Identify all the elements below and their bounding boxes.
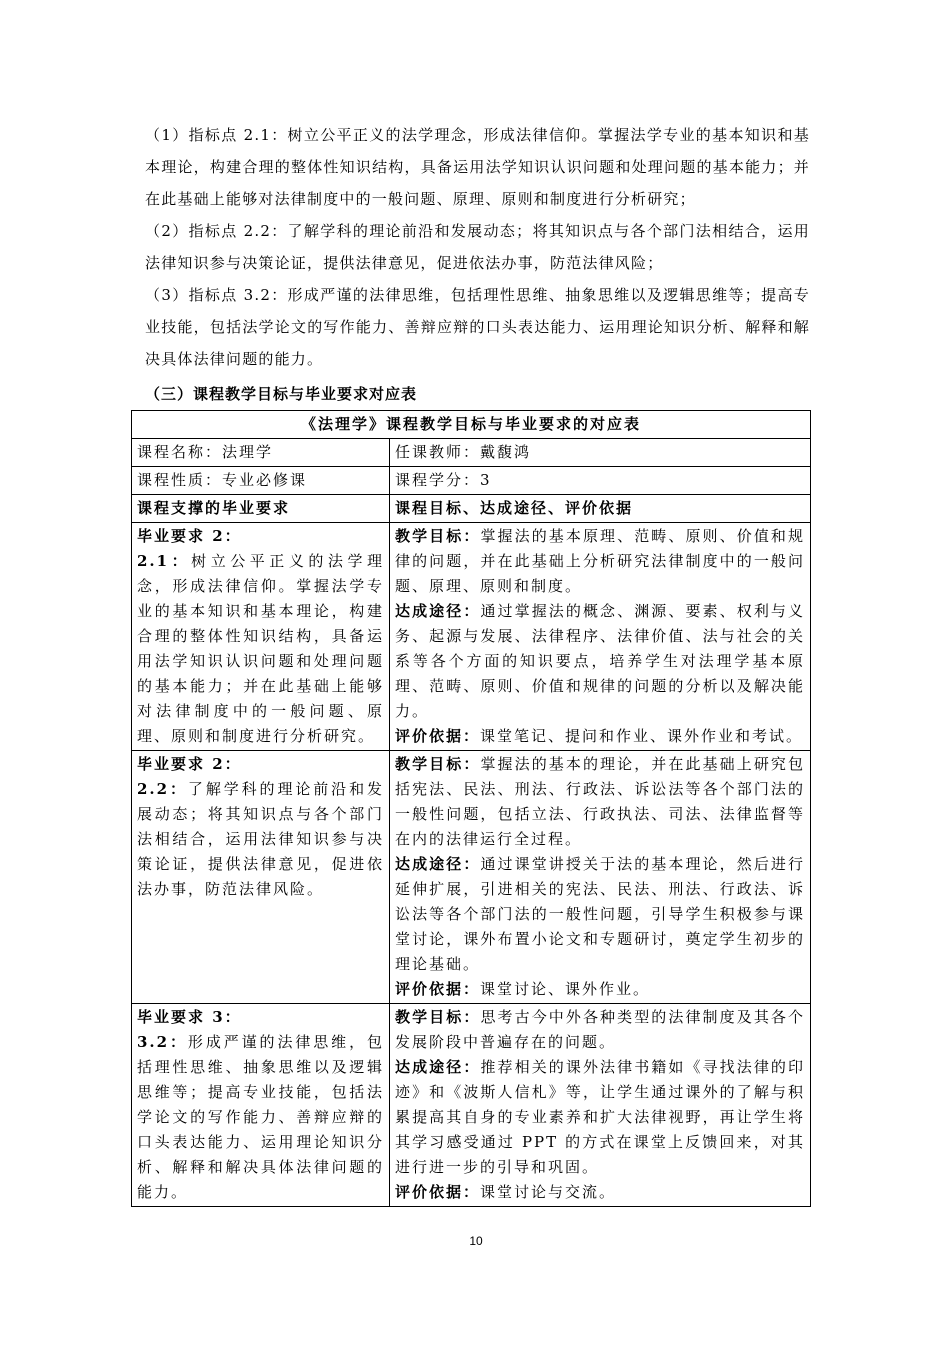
evaluation-basis [395, 977, 805, 1002]
objective-cell [390, 1004, 811, 1207]
requirement-point [137, 777, 384, 902]
table-header-row [132, 495, 811, 523]
teaching-goal [395, 1005, 805, 1055]
indicator-paragraph-1: （1）指标点 2.1：树立公平正义的法学理念，形成法律信仰。掌握法学专业的基本知识和基本理论，构建合理的整体性知识结构，具备运用法学知识认识问题和处理问题的基本能力；并在此基础上能够对法律制度中的一般问题、原理、原则和制度进行分析研究； [145, 126, 810, 208]
eval-label: 评价依据： [395, 980, 481, 998]
goal-label: 教学目标： [395, 527, 481, 545]
table-title: 《法理学》课程教学目标与毕业要求的对应表 [132, 411, 811, 439]
path-text: 通过掌握法的概念、渊源、要素、权利与义务、起源与发展、法律程序、法律价值、法与社会的关系等各个方面的知识要点，培养学生对法理学基本原理、范畴、原则、价值和规律的问题的分析以及解决能力。 [395, 602, 806, 720]
path-text: 推荐相关的课外法律书籍如《寻找法律的印迹》和《波斯人信札》等，让学生通过课外的了解与积累提高其自身的专业素养和扩大法律视野，再让学生将其学习感受通过 PPT 的方式在课堂上反馈回来，对其进行进一步的引导和巩固。 [395, 1058, 806, 1176]
teaching-goal [395, 524, 805, 599]
teaching-goal [395, 752, 805, 852]
requirement-label: 毕业要求 2： [137, 527, 242, 545]
requirement-point [137, 1030, 384, 1205]
goal-text: 思考古今中外各种类型的法律制度及其各个发展阶段中普遍存在的问题。 [395, 1008, 805, 1051]
point-text: 形成严谨的法律思维，包括理性思维、抽象思维以及逻辑思维等；提高专业技能，包括法学论文的写作能力、善辩应辩的口头表达能力、运用理论知识分析、解释和解决具体法律问题的能力。 [137, 1033, 384, 1201]
table-row [132, 439, 811, 467]
requirement-cell [132, 1004, 390, 1207]
evaluation-basis [395, 724, 805, 749]
table-row [132, 751, 811, 1004]
point-label: 2.2： [137, 780, 188, 798]
eval-text: 课堂讨论与交流。 [480, 1183, 617, 1201]
path-label: 达成途径： [395, 1058, 481, 1076]
table-title-row [132, 411, 811, 439]
requirement-point [137, 549, 384, 749]
table-row [132, 523, 811, 751]
objective-cell [390, 751, 811, 1004]
point-label: 3.2： [137, 1033, 188, 1051]
header-left-cell: 课程支撑的毕业要求 [132, 495, 390, 523]
point-label: 2.1： [137, 552, 192, 570]
eval-label: 评价依据： [395, 727, 481, 745]
course-name-cell: 课程名称：法理学 [132, 439, 390, 467]
table-row [132, 467, 811, 495]
requirement-cell [132, 523, 390, 751]
goal-text: 掌握法的基本的理论，并在此基础上研究包括宪法、民法、刑法、行政法、诉讼法等各个部门法的一般性问题，包括立法、行政执法、司法、法律监督等在内的法律运行全过程。 [395, 755, 806, 848]
requirement-label: 毕业要求 3： [137, 1008, 242, 1026]
objective-cell [390, 523, 811, 751]
eval-text: 课堂讨论、课外作业。 [480, 980, 651, 998]
achievement-path [395, 852, 805, 977]
course-requirement-table [131, 410, 811, 1207]
header-right-cell: 课程目标、达成途径、评价依据 [390, 495, 811, 523]
achievement-path [395, 599, 805, 724]
path-label: 达成途径： [395, 855, 481, 873]
point-text: 了解学科的理论前沿和发展动态；将其知识点与各个部门法相结合，运用法律知识参与决策论证，提供法律意见，促进依法办事，防范法律风险。 [137, 780, 384, 898]
goal-label: 教学目标： [395, 1008, 481, 1026]
course-nature-cell: 课程性质：专业必修课 [132, 467, 390, 495]
teacher-cell: 任课教师：戴馥鸿 [390, 439, 811, 467]
path-label: 达成途径： [395, 602, 481, 620]
requirement-cell [132, 751, 390, 1004]
goal-label: 教学目标： [395, 755, 481, 773]
path-text: 通过课堂讲授关于法的基本理论，然后进行延伸扩展，引进相关的宪法、民法、刑法、行政法、诉讼法等各个部门法的一般性问题，引导学生积极参与课堂讨论，课外布置小论文和专题研讨，奠定学生初步的理论基础。 [395, 855, 806, 973]
indicator-paragraph-3: （3）指标点 3.2：形成严谨的法律思维，包括理性思维、抽象思维以及逻辑思维等；提高专业技能，包括法学论文的写作能力、善辩应辩的口头表达能力、运用理论知识分析、解释和解决具体法律问题的能力。 [145, 286, 810, 368]
eval-text: 课堂笔记、提问和作业、课外作业和考试。 [480, 727, 804, 745]
point-text: 树立公平正义的法学理念，形成法律信仰。掌握法学专业的基本知识和基本理论，构建合理的整体性知识结构，具备运用法学知识认识问题和处理问题的基本能力；并在此基础上能够对法律制度中的一般问题、原理、原则和制度进行分析研究。 [137, 552, 384, 745]
goal-text: 掌握法的基本原理、范畴、原则、价值和规律的问题，并在此基础上分析研究法律制度中的一般问题、原理、原则和制度。 [395, 527, 806, 595]
page-content [131, 119, 810, 1207]
evaluation-basis [395, 1180, 805, 1205]
table-row [132, 1004, 811, 1207]
achievement-path [395, 1055, 805, 1180]
eval-label: 评价依据： [395, 1183, 481, 1201]
page-number: 10 [469, 1234, 483, 1248]
credits-cell: 课程学分：3 [390, 467, 811, 495]
section-heading: （三）课程教学目标与毕业要求对应表 [145, 385, 418, 403]
indicator-paragraph-2: （2）指标点 2.2：了解学科的理论前沿和发展动态；将其知识点与各个部门法相结合，运用法律知识参与决策论证，提供法律意见，促进依法办事，防范法律风险； [145, 222, 810, 272]
requirement-label: 毕业要求 2： [137, 755, 242, 773]
